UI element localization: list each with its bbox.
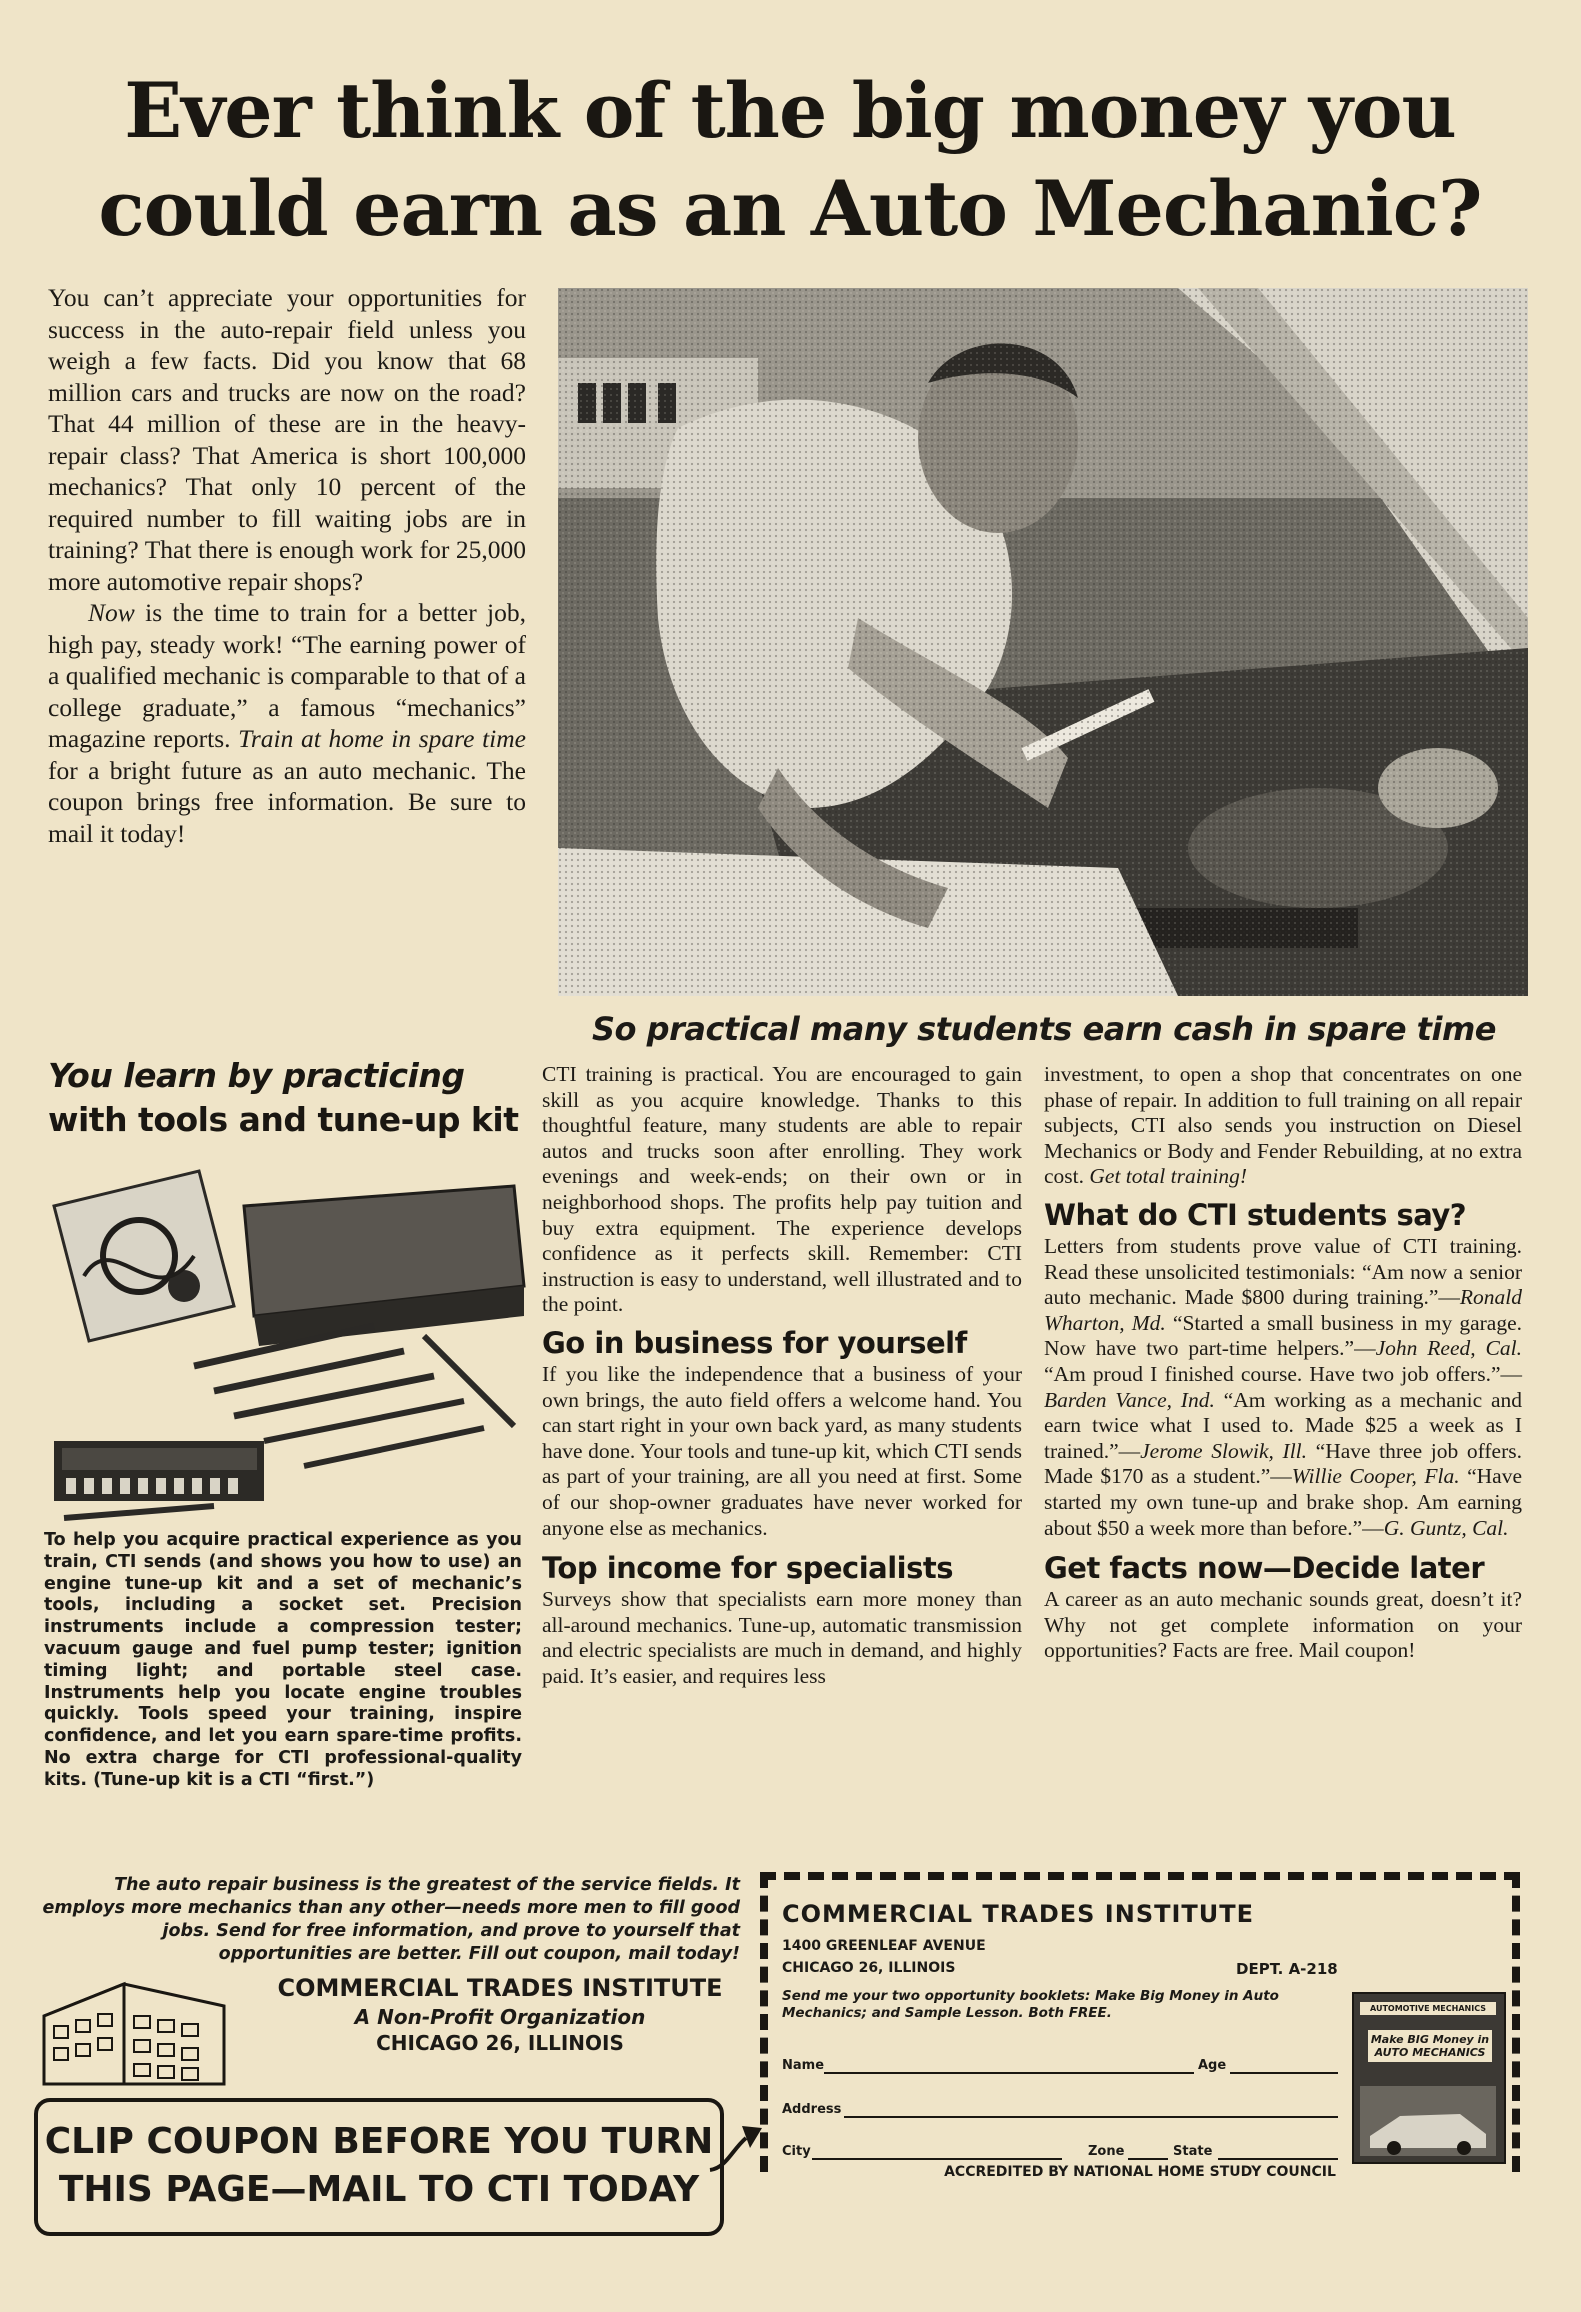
mechanic-photo-illustration <box>558 288 1528 996</box>
kit-heading <box>48 1054 548 1142</box>
address-label: Address <box>782 2102 842 2117</box>
clip-coupon-banner <box>34 2098 724 2236</box>
headline <box>40 62 1540 258</box>
booklet-title: Make BIG Money in AUTO MECHANICS <box>1368 2030 1492 2062</box>
clip-line-2: THIS PAGE—MAIL TO CTI TODAY <box>58 2169 700 2210</box>
mechanic-photo <box>558 288 1528 996</box>
name-field[interactable] <box>824 2072 1194 2074</box>
coupon-accredited: ACCREDITED BY NATIONAL HOME STUDY COUNCIL <box>768 2164 1512 2180</box>
arrow-drawing <box>706 2120 766 2180</box>
booklet-car-drawing <box>1360 2086 1496 2156</box>
booklet-image <box>1352 1992 1506 2164</box>
kit-heading-line-2: with tools and tune-up kit <box>48 1100 519 1139</box>
address-field[interactable] <box>844 2116 1338 2118</box>
investment-paragraph <box>1044 1062 1522 1190</box>
business-paragraph: If you like the independence that a business of your own brings, the auto field offers a welcome hand. You can start right in your own back yard, as many students have done. Your tools and tune-up kit, which CTI sends as part of your training, are all you need at first. Some of our shop-owner graduates have never worked for anyone else as mechanics. <box>542 1361 1022 1540</box>
city-label: City <box>782 2144 811 2159</box>
testimonials-paragraph <box>1044 1234 1522 1541</box>
arrow-icon <box>706 2120 766 2180</box>
testimonial-text-a: Letters from students prove value of CTI training. Read these unsolicited testimonials: “Am now a senior auto mechanic. Made $800 during training.”— <box>1044 1233 1522 1310</box>
headline-line-1: Ever think of the big money you <box>124 66 1456 155</box>
promo-org-name: COMMERCIAL TRADES INSTITUTE <box>277 1974 723 2002</box>
total-training-emphasis: Get total training! <box>1089 1164 1248 1189</box>
photo-caption: So practical many students earn cash in spare time <box>592 1010 1496 1048</box>
mail-coupon[interactable] <box>760 1872 1520 2180</box>
coupon-address: 1400 GREENLEAF AVENUE <box>782 1938 986 1954</box>
promo-org-block <box>240 1972 760 2056</box>
business-heading: Go in business for yourself <box>542 1325 967 1360</box>
zone-label: Zone <box>1088 2144 1125 2159</box>
intro-emphasis-train: Train at home in spare time <box>238 724 526 753</box>
testimonial-name-3: Barden Vance, Ind. <box>1044 1387 1215 1412</box>
testimonial-name-5: Willie Cooper, Fla. <box>1291 1464 1460 1489</box>
testimonial-name-6: G. Guntz, Cal. <box>1383 1515 1509 1540</box>
age-field[interactable] <box>1230 2072 1338 2074</box>
state-field[interactable] <box>1218 2158 1338 2160</box>
coupon-city: CHICAGO 26, ILLINOIS <box>782 1960 956 1976</box>
facts-heading: Get facts now—Decide later <box>1044 1551 1485 1586</box>
testimonial-text-f: “Have started my own tune-up and brake shop. Am earning about $50 a week more than before.”— <box>1044 1464 1522 1540</box>
intro-text-a: is the time to train for a better job, high pay, steady work! “The earning power of a qualified mechanic is comparable to that of a college graduate,” a famous “mechanics” magazine reports. <box>48 598 526 753</box>
building-icon <box>34 1976 234 2088</box>
testimonial-name-2: John Reed, Cal. <box>1375 1336 1522 1361</box>
promo-text: The auto repair business is the greatest of the service fields. It employs more mechanics than any other—needs more men to fill good jobs. Send for free information, and prove to yourself that opportunities are better. Fill out coupon, mail today! <box>42 1875 740 1964</box>
promo-city: CHICAGO 26, ILLINOIS <box>376 2031 624 2055</box>
clip-line-1: CLIP COUPON BEFORE YOU TURN <box>44 2121 714 2162</box>
facts-paragraph: A career as an auto mechanic sounds great, doesn’t it? Why not get complete information on your opportunities? Facts are free. Mail coupon! <box>1044 1587 1522 1663</box>
testimonial-name-1: Ronald Wharton, Md. <box>1044 1285 1522 1335</box>
intro-paragraph-1: You can’t appreciate your opportunities for success in the auto-repair field unless you weigh a few facts. Did you know that 68 million cars and trucks are now on the road? That 44 million of these are in the heavy-repair class? That America is short 100,000 mechanics? That only 10 percent of the required number to fill waiting jobs are in training? That there is enough work for 25,000 more automotive repair shops? <box>48 283 526 596</box>
age-label: Age <box>1198 2058 1227 2073</box>
practical-paragraph: CTI training is practical. You are encouraged to gain skill as you acquire knowledge. Thanks to this thoughtful feature, many students are able to repair autos and trucks soon after enrolling. They work evenings and week-ends; on their own or in neighborhood shops. The profits help pay tuition and buy extra equipment. The experience develops confidence as it perfects skill. Remember: CTI instruction is easy to understand, well illustrated and to the point. <box>542 1062 1022 1317</box>
testimonial-text-e: “Have three job offers. Made $170 as a student.”— <box>1044 1438 1522 1489</box>
testimonial-text-c: “Am proud I finished course. Have two job offers.”— <box>1044 1361 1522 1386</box>
investment-text: investment, to open a shop that concentrates on one phase of repair. In addition to full training on all repair subjects, CTI also sends you instruction on Diesel Mechanics or Body and Fender Rebuilding, at no extra cost. <box>1044 1062 1522 1189</box>
coupon-org: COMMERCIAL TRADES INSTITUTE <box>782 1900 1255 1928</box>
testimonials-heading: What do CTI students say? <box>1044 1197 1467 1232</box>
intro-text-b: for a bright future as an auto mechanic. The coupon brings free information. Be sure to mail it today! <box>48 755 526 848</box>
kit-description <box>44 1530 522 1792</box>
specialists-paragraph: Surveys show that specialists earn more money than all-around mechanics. Tune-up, automatic transmission and electric specialists are much in demand, and highly paid. It’s easier, and requires less <box>542 1587 1022 1688</box>
testimonial-text-b: “Started a small business in my garage. Now have two part-time helpers.”— <box>1044 1310 1522 1361</box>
intro-paragraph-2 <box>48 597 526 849</box>
testimonial-text-d: “Am working as a mechanic and earn twice what I used to. Made $25 a week as I trained.”— <box>1044 1387 1522 1463</box>
kit-heading-line-1: You learn by practicing <box>48 1056 465 1095</box>
headline-line-2: could earn as an Auto Mechanic? <box>98 164 1482 253</box>
zone-field[interactable] <box>1128 2158 1168 2160</box>
booklet-top-label: AUTOMOTIVE MECHANICS <box>1360 2002 1496 2015</box>
kit-description-text: To help you acquire practical experience as you train, CTI sends (and shows you how to use) an engine tune-up kit and a set of mechanic’s tools, including a socket set. Precision instruments include a compression tester; vacuum gauge and fuel pump tester; ignition timing light; and portable steel case. Instruments help you locate engine troubles quickly. Tools speed your training, inspire confidence, and let you earn spare-time profits. No extra charge for CTI professional-quality kits. (Tune-up kit is a CTI “first.”) <box>44 1530 522 1790</box>
intro-emphasis-now: Now <box>88 598 135 627</box>
tool-kit-drawing <box>44 1166 534 1536</box>
specialists-heading: Top income for specialists <box>542 1551 953 1586</box>
state-label: State <box>1173 2144 1213 2159</box>
building-illustration <box>34 1976 234 2088</box>
city-field[interactable] <box>812 2158 1062 2160</box>
middle-column <box>542 1062 1022 1689</box>
intro-column <box>48 282 526 849</box>
coupon-dept: DEPT. A-218 <box>1236 1960 1338 1978</box>
coupon-request: Send me your two opportunity booklets: Make Big Money in Auto Mechanics; and Sample Lesson. Both FREE. <box>782 1988 1279 2021</box>
promo-nonprofit: A Non-Profit Organization <box>354 2005 646 2029</box>
tool-kit-illustration <box>44 1166 534 1536</box>
testimonial-name-4: Jerome Slowik, Ill. <box>1140 1438 1308 1463</box>
right-column <box>1044 1062 1522 1664</box>
name-label: Name <box>782 2058 825 2073</box>
